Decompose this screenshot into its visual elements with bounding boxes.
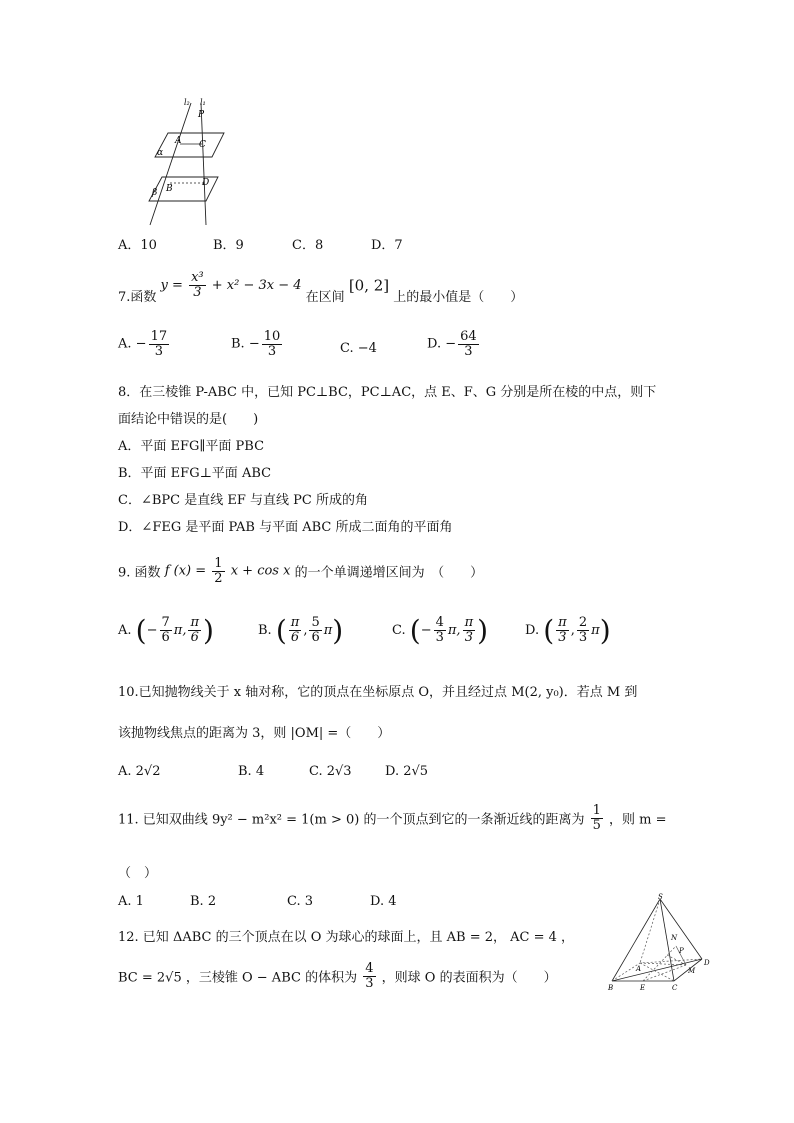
q11-line2: （ ） [118, 866, 158, 881]
label-alpha: α [157, 148, 164, 158]
q8-option-a: A．平面 EFG∥平面 PBC [118, 439, 265, 454]
q12-line1: 12. 已知 ΔABC 的三个顶点在以 O 为球心的球面上，且 AB = 2， AC = 4 ， [118, 930, 575, 945]
q9-option-a: A. (− $\frac{7}{6}$ π, $\frac{\pi}{6}$ ) [118, 614, 214, 647]
q10-option-d: D. 2√5 [385, 764, 429, 779]
q6-option-b: B．9 [213, 238, 244, 253]
svg-text:E: E [640, 984, 646, 992]
q6-option-d: D．7 [371, 238, 403, 253]
q10-option-c: C. 2√3 [309, 764, 352, 779]
q6-option-a: A．10 [118, 238, 157, 253]
svg-text:A: A [636, 965, 642, 973]
q10-option-a: A. 2√2 [118, 764, 161, 779]
q7-eq-y: y = [160, 278, 183, 293]
q8-line2: 面结论中错误的是( ) [118, 412, 259, 427]
q7-option-b: B. − $\frac{10}{3}$ [231, 329, 281, 359]
q10-line1: 10.已知抛物线关于 x 轴对称，它的顶点在坐标原点 O，并且经过点 M(2, y₀)．若点 M 到 [118, 685, 638, 700]
q6-figure [140, 95, 240, 230]
q8-option-c: C．∠BPC 是直线 EF 与直线 PC 所成的角 [118, 493, 368, 508]
q7-stem [118, 266, 523, 305]
q7-suffix: 上的最小值是（ ） [393, 290, 524, 305]
q12-line2: BC = 2√5 ，三棱锥 O − ABC 的体积为 $\frac{4}{3}$ ，则球 O 的表面积为（ ） [118, 961, 557, 991]
q7-eq-frac: $\frac{\text{x³}}{3}$ [191, 270, 204, 300]
q9-stem: 9. 函数 f (x) = $\frac{1}{2}$ x + cos x 的一个单调递增区间为 （ ） [118, 556, 484, 586]
label-l1: l₁ [200, 98, 206, 107]
q9-option-c: C. (− $\frac{4}{3}$ π, $\frac{\pi}{3}$ ) [392, 614, 489, 647]
svg-text:S: S [658, 893, 663, 901]
label-l2: l₂ [184, 98, 190, 107]
q11-option-b: B. 2 [190, 894, 217, 909]
q8-line1: 8．在三棱锥 P-ABC 中，已知 PC⊥BC，PC⊥AC，点 E、F、G 分别是所在棱的中点，则下 [118, 385, 657, 400]
label-D: D [202, 178, 210, 188]
label-A: A [175, 136, 182, 146]
q9-option-b: B. ( $\frac{\pi}{6}$ , $\frac{5}{6}$ π) [258, 614, 344, 647]
label-C: C [199, 140, 206, 150]
svg-text:N: N [671, 934, 678, 942]
label-beta: β [152, 188, 158, 198]
q7-option-c: C. −4 [340, 341, 377, 356]
q7-mid: 在区间 [305, 290, 345, 305]
svg-text:C: C [672, 984, 678, 992]
q7-interval: [0, 2] [348, 276, 390, 295]
svg-text:D: D [704, 959, 710, 967]
svg-text:P: P [679, 947, 684, 955]
svg-text:M: M [688, 967, 696, 975]
label-P: P [198, 110, 205, 120]
q11-option-d: D. 4 [370, 894, 397, 909]
q7-option-d: D. − $\frac{64}{3}$ [427, 329, 477, 359]
q8-option-d: D．∠FEG 是平面 PAB 与平面 ABC 所成二面角的平面角 [118, 520, 453, 535]
q12-figure [604, 893, 724, 993]
q11-line1: 11. 已知双曲线 9y² − m²x² = 1(m > 0) 的一个顶点到它的一条渐近线的距离为 $\frac{1}{5}$ ，则 m = [118, 803, 667, 833]
q11-option-c: C. 3 [287, 894, 314, 909]
q7-eq-rest: + x² − 3x − 4 [211, 278, 302, 293]
label-B: B [166, 184, 173, 194]
q7-prefix: 7.函数 [118, 290, 157, 305]
q10-line2: 该抛物线焦点的距离为 3，则 |OM| =（ ） [118, 726, 391, 741]
svg-text:B: B [608, 984, 614, 992]
q10-option-b: B. 4 [238, 764, 265, 779]
q8-option-b: B．平面 EFG⊥平面 ABC [118, 466, 272, 481]
q6-option-c: C．8 [292, 238, 324, 253]
q7-option-a: A. − $\frac{17}{3}$ [118, 329, 168, 359]
q9-option-d: D. ( $\frac{\pi}{3}$ , $\frac{2}{3}$ π) [525, 614, 611, 647]
q11-option-a: A. 1 [118, 894, 144, 909]
